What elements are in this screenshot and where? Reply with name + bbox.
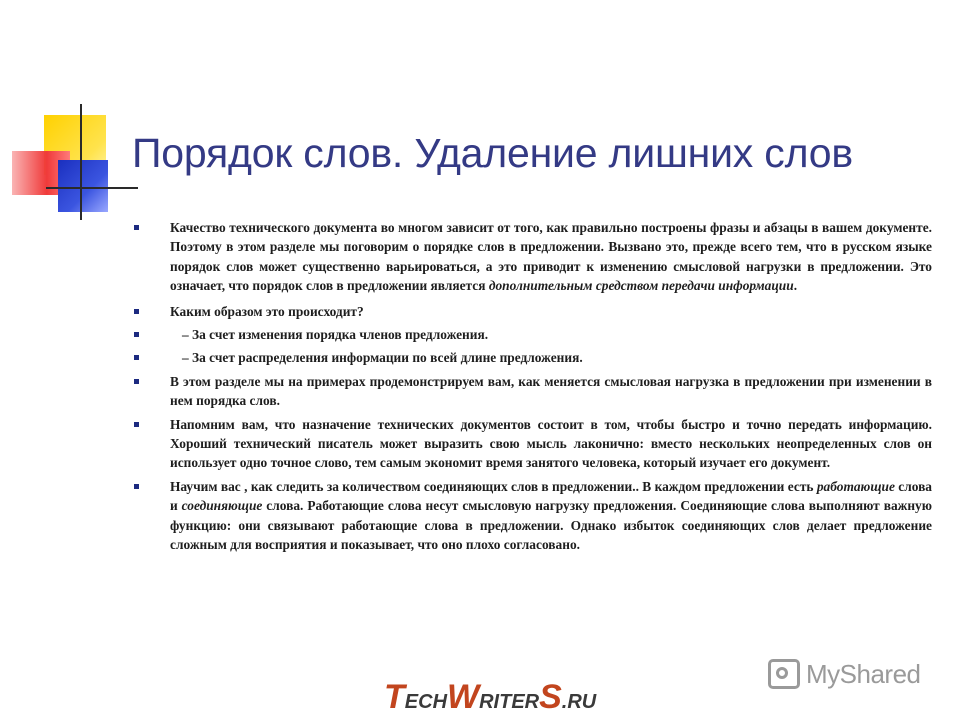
bullet-text: – За счет распределения информации по всей длине предложения. [182, 350, 583, 366]
logo-letter-w: W [447, 678, 480, 716]
bullet-text: Напомним вам, что назначение технических документов состоит в том, чтобы быстро и точно передать информацию. Хороший технический писатель может выразить свою мысль лаконично: вместо нескольких неопределенных слов он использует одно точное слово, тем самым экономит время занятого человека, который изучает его документ. [170, 416, 932, 471]
bullet-item [134, 477, 932, 555]
bullet-italic-text: работающие [816, 478, 895, 494]
bullet-italic-text: дополнительным средством передачи информации [488, 278, 794, 294]
bullet-item [134, 325, 932, 344]
bullet-text: слова и [170, 478, 933, 514]
logo-part-riter: RITER [479, 691, 540, 713]
square-bullet-icon [134, 484, 139, 489]
bullet-text: слова. Работающие слова несут смысловую нагрузку предложения. Соединяющие слова выполняют важную функцию: они связывают работающие слова в предложении. Однако избыток соединяющих слов делает предложение сложным для восприятия и показывает, что оно плохо согласовано. [170, 498, 932, 553]
myshared-logo-icon [768, 659, 800, 689]
bullet-item [134, 218, 932, 296]
bullet-item [134, 348, 932, 367]
square-bullet-icon [134, 225, 139, 230]
myshared-watermark[interactable] [768, 656, 928, 692]
decor-blue-square [58, 160, 108, 212]
bullet-item [134, 302, 932, 321]
bullet-text: Научим вас , как следить за количеством соединяющих слов в предложении.. В каждом предложении есть [170, 478, 817, 494]
techwriters-logo[interactable] [384, 678, 596, 717]
bullet-item [134, 372, 932, 411]
bullet-text: . [793, 278, 798, 294]
bullet-item [134, 415, 932, 473]
square-bullet-icon [134, 332, 139, 337]
square-bullet-icon [134, 422, 139, 427]
logo-letter-t: T [384, 678, 405, 716]
logo-part-ech: ECH [404, 691, 448, 713]
square-bullet-icon [134, 309, 139, 314]
bullet-text: – За счет изменения порядка членов предложения. [182, 327, 489, 343]
decor-horizontal-line [46, 187, 138, 189]
bullet-text: В этом разделе мы на примерах продемонстрируем вам, как меняется смысловая нагрузка в предложении при изменении в нем порядка слов. [170, 373, 932, 409]
bullet-list [134, 218, 932, 555]
square-bullet-icon [134, 379, 139, 384]
watermark-text: MyShared [806, 658, 921, 689]
logo-letter-s: S [539, 678, 562, 716]
decor-vertical-line [80, 104, 82, 220]
bullet-italic-text: соединяющие [181, 498, 263, 514]
bullet-text: Качество технического документа во многом зависит от того, как правильно построены фразы и абзацы в вашем документе. Поэтому в этом разделе мы поговорим о порядке слов в предложении. Вызвано это, прежде всего тем, что в русском языке порядок слов может существенно варьироваться, а это приводит к изменению смысловой нагрузки в предложении. Это означает, что порядок слов в предложении является [170, 220, 932, 294]
square-bullet-icon [134, 355, 139, 360]
slide-title: Порядок слов. Удаление лишних слов [132, 130, 853, 176]
bullet-text: Каким образом это происходит? [170, 303, 364, 319]
logo-part-ru: .RU [561, 691, 597, 713]
